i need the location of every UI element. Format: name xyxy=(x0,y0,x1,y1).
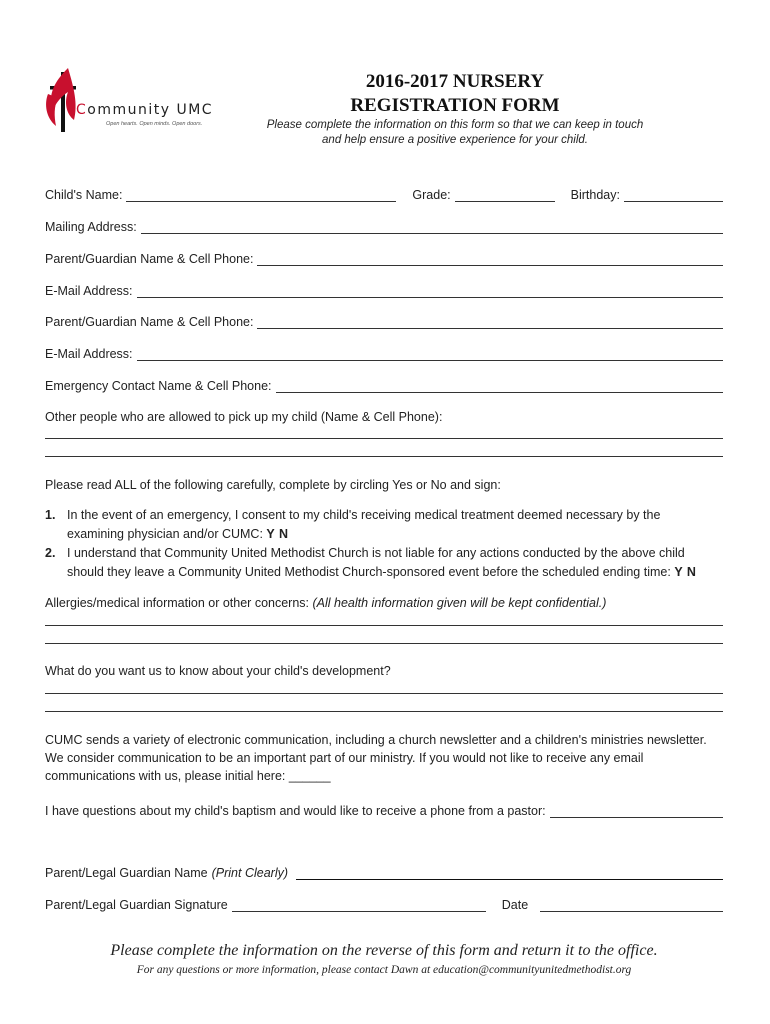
consent-item-number: 2. xyxy=(45,546,56,560)
pickup-line-1[interactable] xyxy=(45,438,723,439)
communication-line-1: CUMC sends a variety of electronic communication, including a church newsletter and a children's ministries newsletter. xyxy=(45,733,707,747)
guardian-name-label: Parent/Legal Guardian Name xyxy=(45,866,208,880)
consent-item-2 xyxy=(45,544,723,582)
parent1-label: Parent/Guardian Name & Cell Phone: xyxy=(45,252,254,266)
pickup-row xyxy=(45,408,723,424)
mailing-address-field[interactable] xyxy=(141,222,723,234)
pickup-line-2[interactable] xyxy=(45,456,723,457)
consent-list xyxy=(45,506,723,582)
mailing-address-label: Mailing Address: xyxy=(45,220,137,234)
email1-row xyxy=(45,282,723,298)
parent1-row xyxy=(45,250,723,266)
form-subtitle xyxy=(220,118,690,148)
consent-item-text: should they leave a Community United Methodist Church-sponsored event before the scheduled ending time: xyxy=(67,565,671,579)
development-label: What do you want us to know about your child's development? xyxy=(45,664,391,678)
consent-item-text: examining physician and/or CUMC: xyxy=(67,527,263,541)
signature-row xyxy=(45,896,723,912)
email2-field[interactable] xyxy=(137,349,723,361)
development-line-1[interactable] xyxy=(45,693,723,694)
cross-flame-icon xyxy=(44,64,84,134)
logo-tagline: Open hearts. Open minds. Open doors. xyxy=(106,121,203,127)
form-title xyxy=(250,70,660,118)
consent-item-number: 1. xyxy=(45,508,56,522)
birthday-field[interactable] xyxy=(624,190,723,202)
yes-no-choice[interactable]: Y N xyxy=(266,527,289,541)
signature-label: Parent/Legal Guardian Signature xyxy=(45,898,228,912)
parent2-label: Parent/Guardian Name & Cell Phone: xyxy=(45,315,254,329)
parent1-field[interactable] xyxy=(257,254,723,266)
date-field[interactable] xyxy=(540,900,723,912)
communication-line-3: communications with us, please initial here: ______ xyxy=(45,769,331,783)
baptism-row xyxy=(45,802,723,818)
date-label: Date xyxy=(501,898,529,912)
baptism-label: I have questions about my child's baptism and would like to receive a phone from a pastor: xyxy=(45,804,546,818)
email2-row xyxy=(45,345,723,361)
grade-field[interactable] xyxy=(455,190,555,202)
email1-field[interactable] xyxy=(137,286,723,298)
child-info-row xyxy=(45,186,723,202)
title-line-1: 2016-2017 NURSERY xyxy=(365,71,545,92)
grade-label: Grade: xyxy=(412,188,451,202)
signature-field[interactable] xyxy=(232,900,486,912)
subtitle-line-2: and help ensure a positive experience for your child. xyxy=(322,134,588,146)
allergies-row xyxy=(45,594,723,612)
consent-item-text: In the event of an emergency, I consent to my child's receiving medical treatment deemed necessary by the xyxy=(67,508,661,522)
email2-label: E-Mail Address: xyxy=(45,347,133,361)
consent-item-text: I understand that Community United Methodist Church is not liable for any actions conducted by the above child xyxy=(67,546,685,560)
church-logo xyxy=(44,64,224,134)
consent-intro: Please read ALL of the following carefully, complete by circling Yes or No and sign: xyxy=(45,478,501,492)
child-name-field[interactable] xyxy=(126,190,396,202)
yes-no-choice[interactable]: Y N xyxy=(674,565,697,579)
allergies-line-1[interactable] xyxy=(45,625,723,626)
development-line-2[interactable] xyxy=(45,711,723,712)
footer-instruction: Please complete the information on the reverse of this form and return it to the office. xyxy=(110,942,658,959)
email1-label: E-Mail Address: xyxy=(45,284,133,298)
footer-contact: For any questions or more information, please contact Dawn at education@communityunitedmethodist.org xyxy=(136,964,632,976)
guardian-name-row xyxy=(45,864,723,880)
communication-line-2: We consider communication to be an important part of our ministry. If you would not like to receive any email xyxy=(45,751,644,765)
allergies-label: Allergies/medical information or other concerns: xyxy=(45,596,310,610)
emergency-row xyxy=(45,377,723,393)
child-name-label: Child's Name: xyxy=(45,188,123,202)
pickup-label: Other people who are allowed to pick up my child (Name & Cell Phone): xyxy=(45,410,443,424)
parent2-field[interactable] xyxy=(257,317,723,329)
logo-wordmark xyxy=(76,102,213,118)
logo-word: ommunity UMC xyxy=(87,102,214,118)
mailing-address-row xyxy=(45,218,723,234)
baptism-field[interactable] xyxy=(550,806,723,818)
subtitle-line-1: Please complete the information on this form so that we can keep in touch xyxy=(266,119,644,131)
title-line-2: REGISTRATION FORM xyxy=(350,95,560,116)
consent-item-1 xyxy=(45,506,723,544)
allergies-line-2[interactable] xyxy=(45,643,723,644)
emergency-field[interactable] xyxy=(276,381,724,393)
emergency-label: Emergency Contact Name & Cell Phone: xyxy=(45,379,272,393)
guardian-name-field[interactable] xyxy=(296,868,723,880)
print-clearly-note: (Print Clearly) xyxy=(211,866,289,880)
logo-letter-c: C xyxy=(76,102,88,118)
communication-paragraph xyxy=(45,731,723,785)
allergies-note: (All health information given will be kept confidential.) xyxy=(312,596,607,610)
birthday-label: Birthday: xyxy=(570,188,620,202)
parent2-row xyxy=(45,313,723,329)
